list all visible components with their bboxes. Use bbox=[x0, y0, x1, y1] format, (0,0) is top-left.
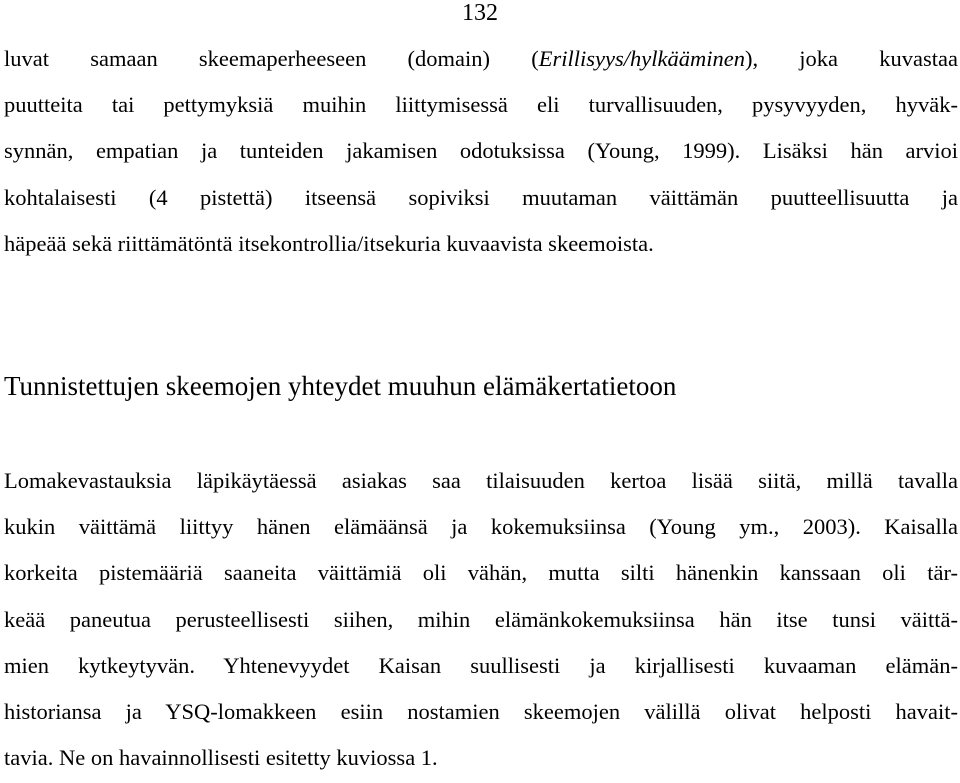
text-line: synnän, empatian ja tunteiden jakamisen odotuksissa (Young, 1999). Lisäksi hän arvioi bbox=[4, 138, 958, 164]
text-line: tavia. Ne on havainnollisesti esitetty kuviossa 1. bbox=[4, 745, 438, 771]
text-line: puutteita tai pettymyksiä muihin liittymisessä eli turvallisuuden, pysyvyyden, hyväk- bbox=[4, 92, 958, 118]
text-line: luvat samaan skeemaperheeseen (domain) (Erillisyys/hylkääminen), joka kuvastaa bbox=[4, 46, 958, 71]
text-line: korkeita pistemääriä saaneita väittämiä oli vähän, mutta silti hänenkin kanssaan oli tär- bbox=[4, 560, 958, 586]
text-line: historiansa ja YSQ-lomakkeen esiin nostamien skeemojen välillä olivat helposti havait- bbox=[4, 698, 958, 724]
section-heading: Tunnistettujen skeemojen yhteydet muuhun elämäkertatietoon bbox=[4, 371, 677, 401]
text-line: häpeää sekä riittämätöntä itsekontrollia/itsekuria kuvaavista skeemoista. bbox=[4, 230, 654, 256]
text-line: kohtalaisesti (4 pistettä) itseensä sopiviksi muutaman väittämän puutteellisuutta ja bbox=[4, 184, 958, 210]
paragraph-skeema-summary bbox=[4, 36, 958, 267]
text-line: keää paneutua perusteellisesti siihen, mihin elämänkokemuksiinsa hän itse tunsi väittä- bbox=[4, 606, 958, 632]
text-line: mien kytkeytyvän. Yhtenevyydet Kaisan suullisesti ja kirjallisesti kuvaaman elämän- bbox=[4, 652, 958, 678]
italic-term: Erillisyys/hylkääminen bbox=[538, 46, 745, 71]
text-line: Lomakevastauksia läpikäytäessä asiakas saa tilaisuuden kertoa lisää siitä, millä tavalla bbox=[4, 468, 958, 493]
paragraph-biography-links bbox=[4, 458, 958, 781]
text-line: kukin väittämä liittyy hänen elämäänsä ja kokemuksiinsa (Young ym., 2003). Kaisalla bbox=[4, 514, 958, 540]
page-number: 132 bbox=[462, 0, 498, 26]
